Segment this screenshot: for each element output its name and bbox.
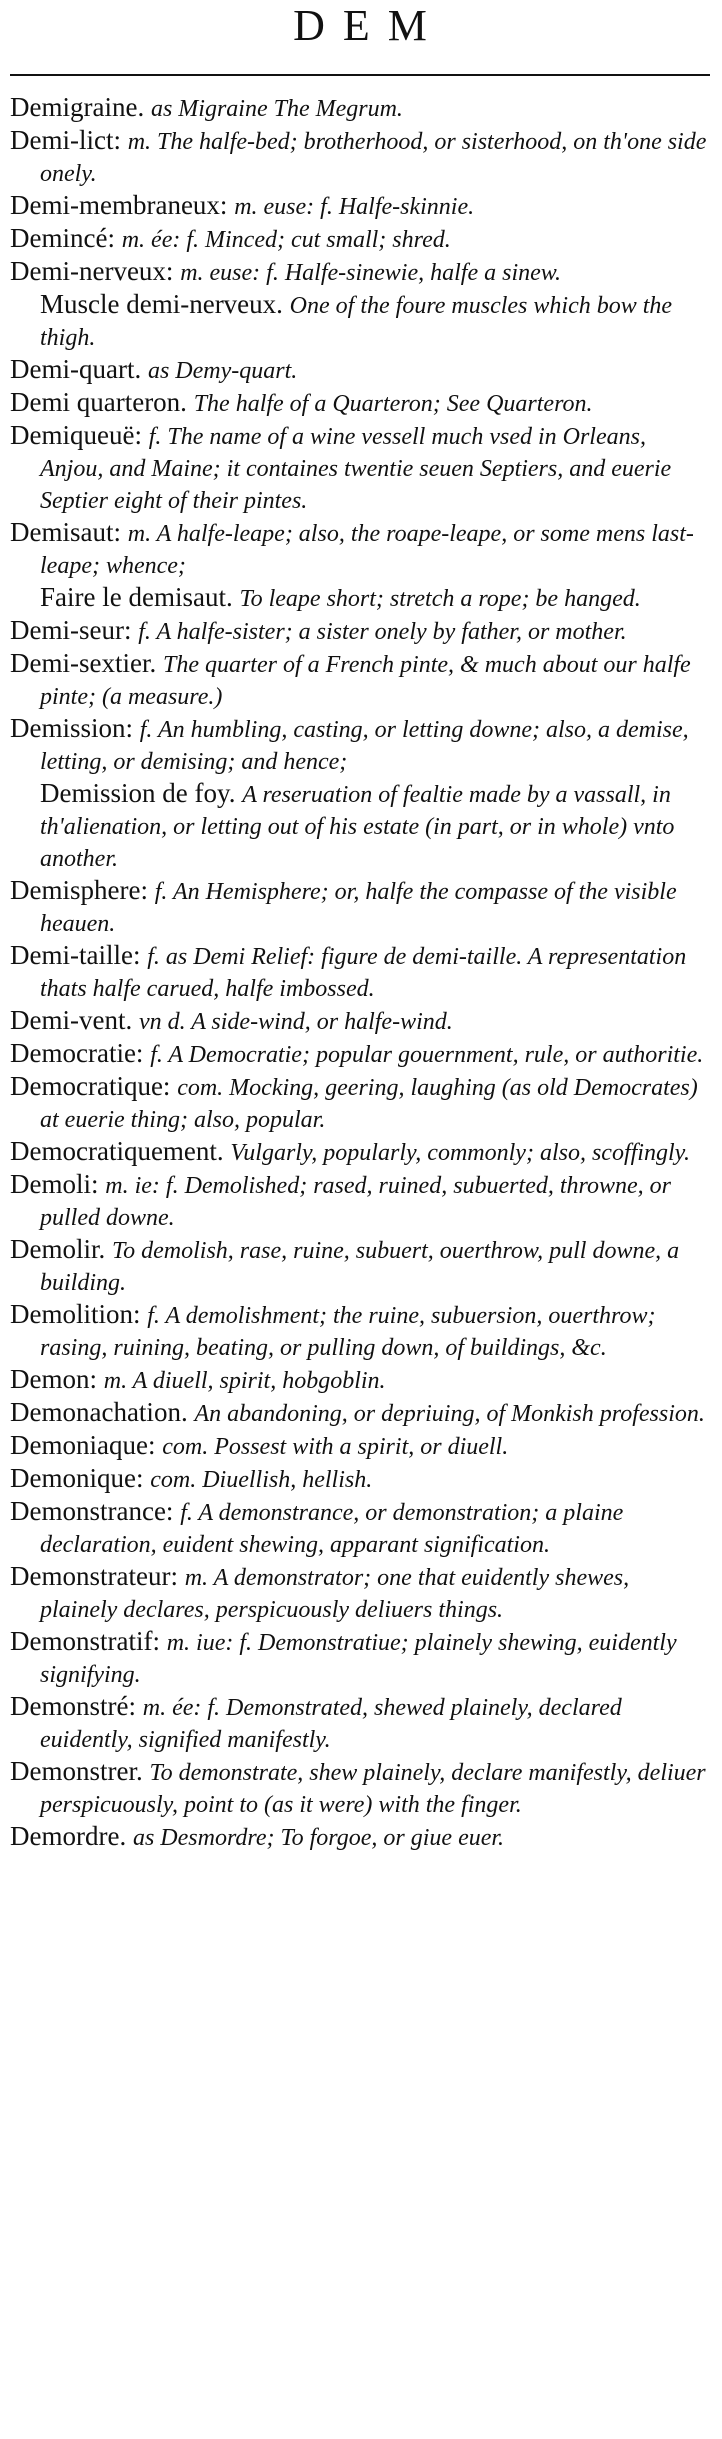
entry-headword: Demi-membraneux: xyxy=(10,190,228,220)
dictionary-entry xyxy=(10,875,710,939)
entry-definition: f. An humbling, casting, or letting downe; also, a demise, letting, or demising; and hence; xyxy=(40,717,689,775)
entry-definition: m. The halfe-bed; brotherhood, or sisterhood, on th'one side onely. xyxy=(40,129,707,187)
entry-headword: Demi-seur: xyxy=(10,615,132,645)
entry-definition: The halfe of a Quarteron; See Quarteron. xyxy=(193,391,593,417)
entry-headword: Demolition: xyxy=(10,1299,141,1329)
dictionary-entry xyxy=(10,1821,710,1853)
dictionary-entry xyxy=(10,648,710,712)
entry-definition: m. A halfe-leape; also, the roape-leape, or some mens last-leape; whence; xyxy=(40,521,694,579)
entry-headword: Demolir. xyxy=(10,1234,106,1264)
dictionary-entry xyxy=(10,1397,710,1429)
entry-definition: An abandoning, or depriuing, of Monkish profession. xyxy=(194,1401,705,1427)
entry-definition: m. A demonstrator; one that euidently shewes, plainely declares, perspicuously deliuers things. xyxy=(40,1565,630,1623)
dictionary-entry xyxy=(10,125,710,189)
entry-headword: Demonstrance: xyxy=(10,1496,174,1526)
entry-headword: Demi-quart. xyxy=(10,354,142,384)
entry-headword: Democratie: xyxy=(10,1038,144,1068)
dictionary-entry xyxy=(10,190,710,222)
entry-definition: com. Mocking, geering, laughing (as old Democrates) at euerie thing; also, popular. xyxy=(40,1075,698,1133)
dictionary-entry xyxy=(10,1756,710,1820)
entry-definition: m. euse: f. Halfe-skinnie. xyxy=(234,194,475,220)
entry-headword: Demonstratif: xyxy=(10,1626,160,1656)
entry-definition: as Desmordre; To forgoe, or giue euer. xyxy=(132,1825,505,1851)
entry-headword: Demigraine. xyxy=(10,92,145,122)
entry-definition: One of the foure muscles which bow the thigh. xyxy=(40,293,673,351)
entry-headword: Faire le demisaut. xyxy=(40,582,233,612)
dictionary-entry xyxy=(10,354,710,386)
entry-definition: com. Diuellish, hellish. xyxy=(150,1467,373,1493)
entry-definition: The quarter of a French pinte, & much about our halfe pinte; (a measure.) xyxy=(40,652,691,710)
entry-headword: Democratiquement. xyxy=(10,1136,224,1166)
entry-definition: f. The name of a wine vessell much vsed in Orleans, Anjou, and Maine; it containes twentie seuen Septiers, and euerie Septier eight of their pintes. xyxy=(40,424,672,514)
entry-definition: m. euse: f. Halfe-sinewie, halfe a sinew. xyxy=(180,260,561,286)
entry-headword: Demi-nerveux: xyxy=(10,256,174,286)
entry-definition: To leape short; stretch a rope; be hanged. xyxy=(239,586,641,612)
entry-definition: m. A diuell, spirit, hobgoblin. xyxy=(103,1368,386,1394)
dictionary-entry xyxy=(10,1299,710,1363)
dictionary-entry xyxy=(10,940,710,1004)
dictionary-entry xyxy=(10,387,710,419)
dictionary-entry xyxy=(10,1561,710,1625)
dictionary-entry xyxy=(10,1169,710,1233)
entry-headword: Demonstré: xyxy=(10,1691,136,1721)
entry-definition: com. Possest with a spirit, or diuell. xyxy=(162,1434,509,1460)
dictionary-entry xyxy=(10,1038,710,1070)
entry-definition: m. ie: f. Demolished; rased, ruined, subuerted, throwne, or pulled downe. xyxy=(40,1173,671,1231)
entry-definition: f. An Hemisphere; or, halfe the compasse of the visible heauen. xyxy=(40,879,677,937)
entry-headword: Deminсé: xyxy=(10,223,115,253)
entry-headword: Demonstrer. xyxy=(10,1756,143,1786)
entry-headword: Muscle demi-nerveux. xyxy=(40,289,283,319)
dictionary-entry xyxy=(10,1626,710,1690)
entry-headword: Demoniaque: xyxy=(10,1430,156,1460)
entry-definition: To demolish, rase, ruine, subuert, ouerthrow, pull downe, a building. xyxy=(40,1238,680,1296)
entry-list xyxy=(10,92,710,1853)
entry-headword: Demission de foy. xyxy=(40,778,236,808)
entry-headword: Democratique: xyxy=(10,1071,171,1101)
dictionary-entry xyxy=(10,1496,710,1560)
dictionary-entry xyxy=(10,1234,710,1298)
entry-definition: f. A halfe-sister; a sister onely by father, or mother. xyxy=(138,619,627,645)
entry-definition: Vulgarly, popularly, commonly; also, scoffingly. xyxy=(230,1140,690,1166)
entry-definition: f. as Demi Relief: figure de demi-taille. A representation thats halfe carued, halfe imbossed. xyxy=(40,944,687,1002)
entry-definition: as Migraine The Megrum. xyxy=(150,96,403,122)
entry-headword: Demi-lict: xyxy=(10,125,121,155)
dictionary-entry xyxy=(10,92,710,124)
entry-headword: Demonachation. xyxy=(10,1397,188,1427)
entry-headword: Demi quarteron. xyxy=(10,387,187,417)
dictionary-entry xyxy=(10,517,710,581)
entry-definition: f. A demonstrance, or demonstration; a plaine declaration, euident shewing, apparant signification. xyxy=(40,1500,624,1558)
dictionary-entry xyxy=(10,1136,710,1168)
dictionary-entry xyxy=(10,256,710,288)
entry-headword: Demon: xyxy=(10,1364,97,1394)
sub-entry xyxy=(10,289,710,353)
dictionary-entry xyxy=(10,713,710,777)
dictionary-entry xyxy=(10,615,710,647)
entry-definition: A reseruation of fealtie made by a vassall, in th'alienation, or letting out of his estate (in part, or in whole) vnto another. xyxy=(40,782,675,872)
entry-headword: Demiqueuë: xyxy=(10,420,142,450)
entry-definition: To demonstrate, shew plainely, declare manifestly, deliuer perspicuously, point to (as it were) with the finger. xyxy=(40,1760,706,1818)
entry-definition: f. A Democratie; popular gouernment, rule, or authoritie. xyxy=(150,1042,704,1068)
running-head: DEM xyxy=(293,1,445,50)
dictionary-entry xyxy=(10,1364,710,1396)
entry-headword: Demonstrateur: xyxy=(10,1561,178,1591)
entry-definition: m. ée: f. Minced; cut small; shred. xyxy=(121,227,451,253)
entry-definition: vn d. A side-wind, or halfe-wind. xyxy=(138,1009,453,1035)
dictionary-entry xyxy=(10,1430,710,1462)
entry-definition: f. A demolishment; the ruine, subuersion, ouerthrow; rasing, ruining, beating, or pulling down, of buildings, &c. xyxy=(40,1303,656,1361)
entry-definition: as Demy-quart. xyxy=(147,358,298,384)
sub-entry xyxy=(10,582,710,614)
entry-headword: Demonique: xyxy=(10,1463,144,1493)
dictionary-entry xyxy=(10,223,710,255)
dictionary-entry xyxy=(10,420,710,516)
entry-definition: m. iue: f. Demonstratiue; plainely shewing, euidently signifying. xyxy=(40,1630,677,1688)
entry-headword: Demordre. xyxy=(10,1821,127,1851)
dictionary-entry xyxy=(10,1071,710,1135)
entry-headword: Demi-sextier. xyxy=(10,648,157,678)
entry-headword: Demission: xyxy=(10,713,134,743)
sub-entry xyxy=(10,778,710,874)
dictionary-entry xyxy=(10,1691,710,1755)
dictionary-entry xyxy=(10,1005,710,1037)
entry-headword: Demi-vent. xyxy=(10,1005,133,1035)
header-rule xyxy=(10,74,710,76)
entry-headword: Demisphere: xyxy=(10,875,148,905)
entry-headword: Demisaut: xyxy=(10,517,121,547)
entry-headword: Demi-taille: xyxy=(10,940,141,970)
entry-headword: Demoli: xyxy=(10,1169,99,1199)
entry-definition: m. ée: f. Demonstrated, shewed plainely, declared euidently, signified manifestly. xyxy=(40,1695,622,1753)
dictionary-entry xyxy=(10,1463,710,1495)
